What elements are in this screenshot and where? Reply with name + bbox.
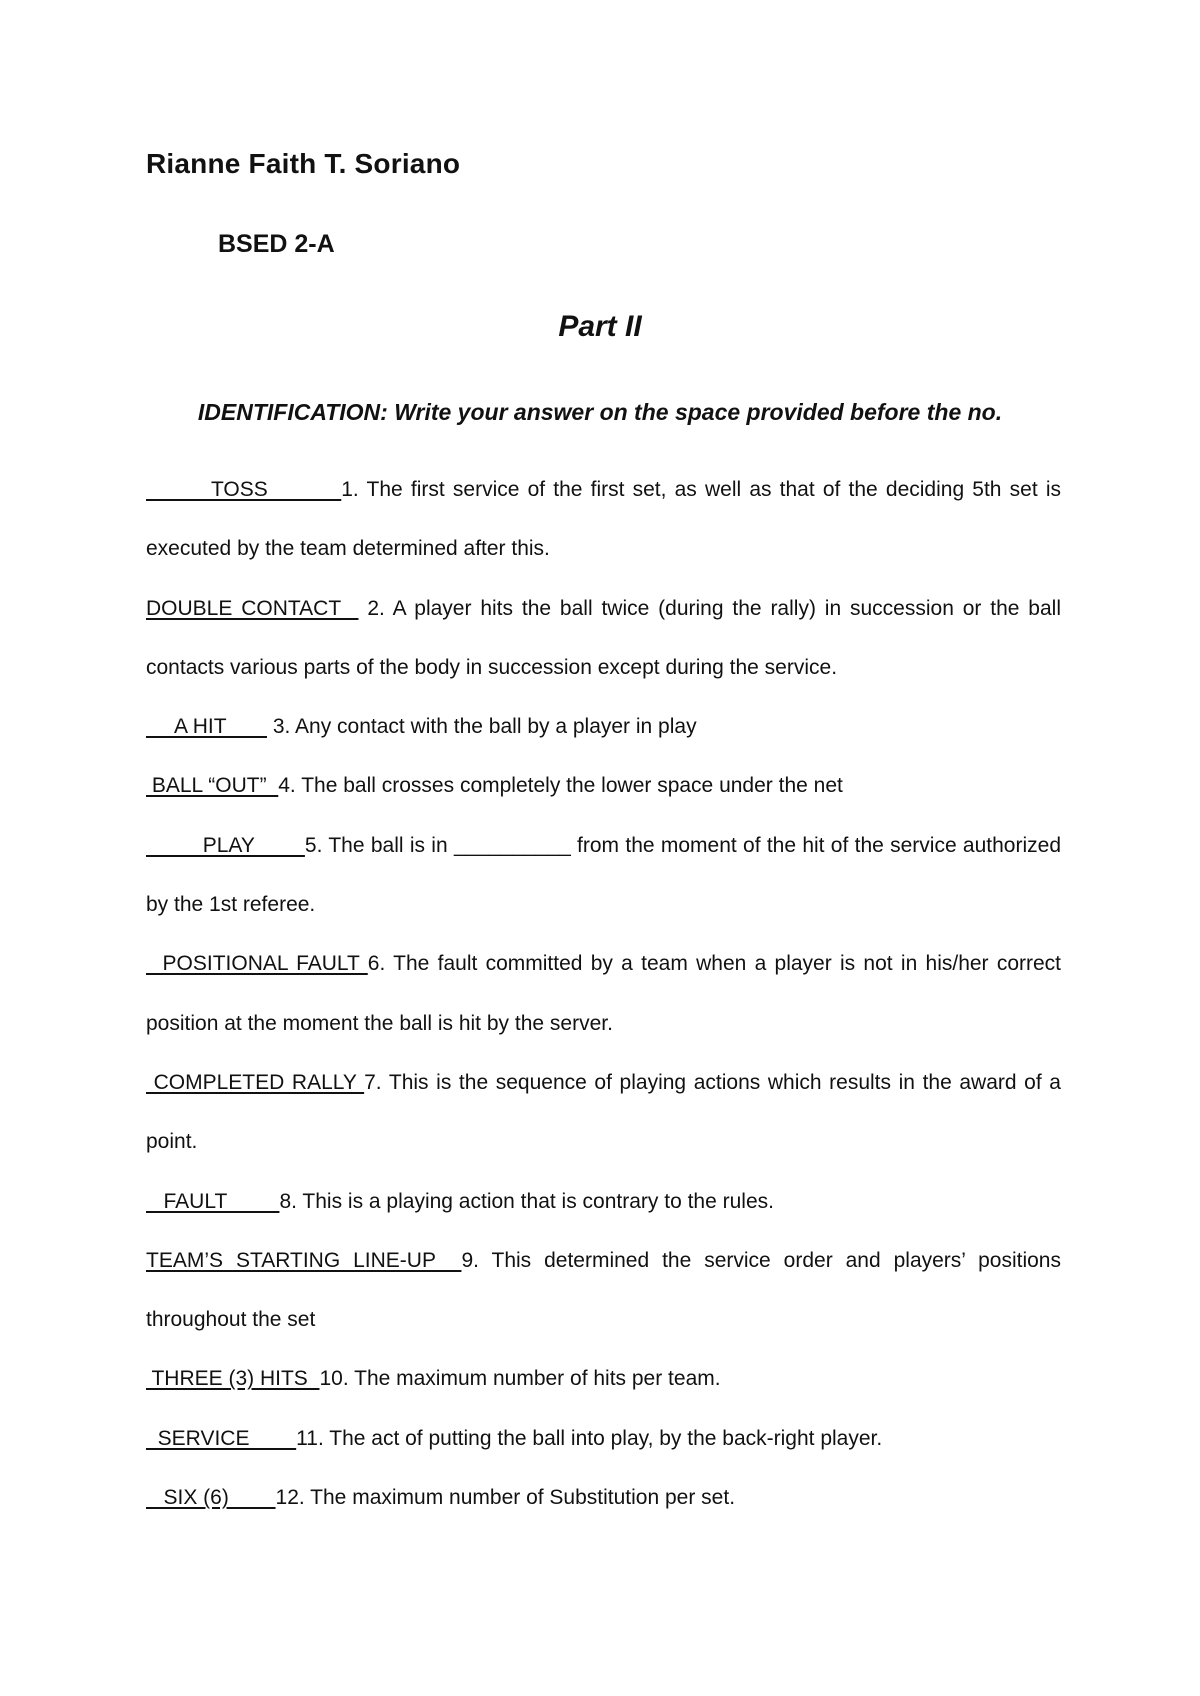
list-item [146, 1409, 1061, 1468]
answer-blank: COMPLETED RALLY [146, 1070, 365, 1094]
answer-blank: DOUBLE CONTACT [146, 596, 359, 620]
list-item [146, 756, 1061, 815]
list-item [146, 1349, 1061, 1408]
question-text: 1. The first service of the first set, as well as that of the deciding 5th set is executed by the team determined after this. [146, 478, 1061, 561]
list-item [146, 460, 1061, 579]
list-item [146, 1468, 1061, 1527]
question-text: 10. The maximum number of hits per team. [319, 1367, 721, 1391]
question-text: 12. The maximum number of Substitution per set. [275, 1486, 736, 1510]
student-name: Rianne Faith T. Soriano [146, 148, 461, 179]
answer-blank: SIX (6) [146, 1486, 276, 1510]
question-text: 8. This is a playing action that is contrary to the rules. [279, 1189, 774, 1213]
answer-blank: A HIT [146, 715, 267, 739]
question-text: 6. The fault committed by a team when a player is not in his/her correct position at the moment the ball is hit by the server. [146, 952, 1062, 1035]
list-item [146, 816, 1061, 935]
part-title: Part II [558, 310, 642, 343]
answer-blank: POSITIONAL FAULT [146, 952, 368, 976]
question-text: 4. The ball crosses completely the lower space under the net [278, 774, 843, 798]
answer-blank: BALL “OUT” [146, 774, 279, 798]
question-text: 5. The ball is in __________ from the moment of the hit of the service authorized by the 1st referee. [146, 833, 1062, 917]
list-item [146, 934, 1061, 1053]
instructions: IDENTIFICATION: Write your answer on the space provided before the no. [197, 399, 1003, 425]
list-item [146, 1053, 1061, 1172]
answer-blank: SERVICE [146, 1426, 297, 1450]
question-text: 9. This determined the service order and players’ positions throughout the set [146, 1248, 1061, 1332]
question-text: 3. Any contact with the ball by a player in play [267, 715, 697, 739]
answer-blank: FAULT [146, 1189, 280, 1213]
course-section: BSED 2-A [218, 230, 335, 258]
question-text: 11. The act of putting the ball into play, by the back-right player. [296, 1426, 883, 1450]
question-text: 2. A player hits the ball twice (during the rally) in succession or the ball contacts various parts of the body in succession except during the service. [146, 596, 1062, 679]
list-item [146, 1231, 1061, 1350]
list-item [146, 697, 1061, 756]
list-item [146, 1172, 1061, 1231]
answer-blank: THREE (3) HITS [146, 1367, 320, 1391]
answer-blank: TEAM’S STARTING LINE-UP [146, 1248, 462, 1272]
answer-blank: PLAY [146, 833, 305, 857]
answer-blank: TOSS [146, 478, 342, 501]
question-text: 7. This is the sequence of playing actions which results in the award of a point. [146, 1070, 1061, 1154]
identification-list [146, 460, 1061, 1527]
list-item [146, 579, 1061, 698]
